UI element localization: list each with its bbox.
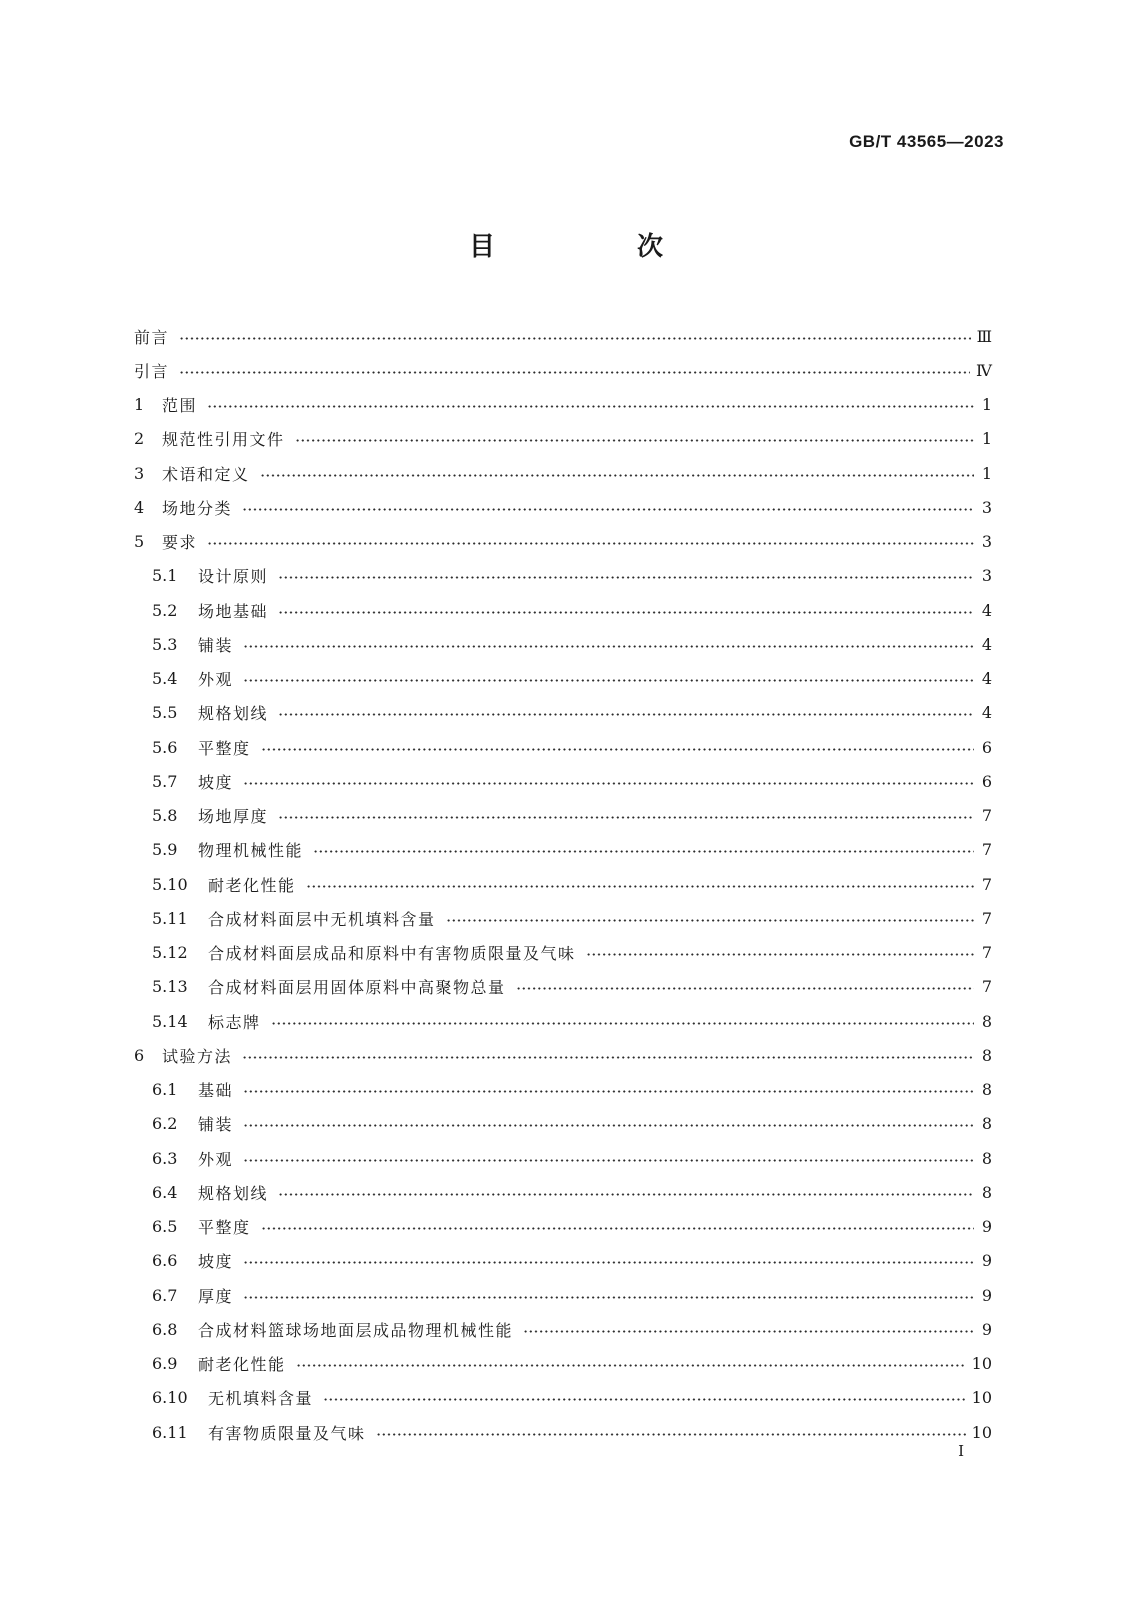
- toc-entry-number: 6.3: [152, 1148, 178, 1168]
- toc-dot-leader: [260, 474, 974, 477]
- toc-dot-leader: [179, 337, 971, 340]
- toc-entry-number: 5.5: [152, 703, 178, 723]
- toc-entry-number: 5.8: [152, 806, 178, 826]
- toc-entry-page: 7: [981, 840, 992, 860]
- toc-dot-leader: [271, 1022, 974, 1025]
- toc-entry-number: 3: [134, 463, 145, 483]
- toc-entry-title: 耐老化性能: [198, 1355, 286, 1375]
- toc-entry-title: 场地基础: [198, 601, 269, 621]
- toc-entry-title: 场地分类: [162, 498, 233, 518]
- toc-entry-title: 外观: [198, 1149, 234, 1169]
- toc-entry-title: 有害物质限量及气味: [208, 1423, 366, 1443]
- toc-entry[interactable]: [134, 833, 992, 867]
- toc-entry-title: 范围: [162, 396, 198, 416]
- toc-entry-number: 1: [134, 395, 145, 415]
- toc-dot-leader: [243, 1261, 974, 1264]
- toc-entry-number: 5.1: [152, 566, 178, 586]
- toc-entry-title: 要求: [162, 533, 198, 553]
- toc-entry-page: 10: [971, 1388, 992, 1408]
- toc-entry-page: 9: [981, 1251, 992, 1271]
- toc-entry[interactable]: [134, 1004, 992, 1038]
- toc-entry-number: 5.11: [152, 908, 188, 928]
- toc-entry-title: 试验方法: [162, 1046, 233, 1066]
- toc-dot-leader: [278, 1193, 974, 1196]
- toc-entry-number: 5.4: [152, 669, 178, 689]
- toc-entry-number: 5.7: [152, 771, 178, 791]
- toc-dot-leader: [243, 1090, 974, 1093]
- toc-entry-number: 6.1: [152, 1080, 178, 1100]
- toc-dot-leader: [243, 645, 974, 648]
- toc-entry-page: 7: [981, 908, 992, 928]
- toc-dot-leader: [179, 371, 970, 374]
- toc-entry-page: 4: [981, 703, 992, 723]
- toc-dot-leader: [313, 850, 974, 853]
- toc-dot-leader: [243, 1296, 974, 1299]
- standard-code: GB/T 43565—2023: [849, 132, 1004, 151]
- toc-entry-title: 平整度: [198, 1218, 251, 1238]
- toc-entry-title: 规格划线: [198, 1183, 269, 1203]
- toc-entry[interactable]: [134, 970, 992, 1004]
- page-title: 目 次: [468, 232, 721, 262]
- toc-entry-number: 5.3: [152, 634, 178, 654]
- toc-entry-page: 6: [981, 737, 992, 757]
- toc-dot-leader: [523, 1330, 974, 1333]
- toc-entry-number: 6.8: [152, 1319, 178, 1339]
- toc-dot-leader: [261, 748, 974, 751]
- toc-entry-title: 铺装: [198, 635, 234, 655]
- toc-entry[interactable]: [134, 1073, 992, 1107]
- toc-entry-number: 5.12: [152, 943, 188, 963]
- toc-dot-leader: [376, 1433, 966, 1436]
- toc-entry-page: 4: [981, 600, 992, 620]
- toc-entry-title: 坡度: [198, 1252, 234, 1272]
- toc-entry-page: 6: [981, 771, 992, 791]
- toc-entry[interactable]: [134, 1107, 992, 1141]
- toc-entry-page: 8: [981, 1114, 992, 1134]
- toc-entry-number: 6.7: [152, 1285, 178, 1305]
- toc-entry[interactable]: [134, 1175, 992, 1209]
- toc-dot-leader: [207, 542, 974, 545]
- toc-entry-page: 3: [981, 532, 992, 552]
- toc-entry-page: Ⅳ: [976, 360, 992, 380]
- toc-entry-title: 平整度: [198, 738, 251, 758]
- toc-entry-page: 8: [981, 1045, 992, 1065]
- toc-entry[interactable]: [134, 901, 992, 935]
- toc-entry[interactable]: [134, 1141, 992, 1175]
- toc-dot-leader: [207, 405, 974, 408]
- toc-entry-title: 耐老化性能: [208, 875, 296, 895]
- toc-dot-leader: [278, 611, 974, 614]
- toc-entry[interactable]: [134, 388, 992, 422]
- toc-entry-number: 6.2: [152, 1114, 178, 1134]
- toc-entry-page: 7: [981, 943, 992, 963]
- toc-entry-number: 5.6: [152, 737, 178, 757]
- toc-entry-page: 9: [981, 1217, 992, 1237]
- toc-dot-leader: [278, 576, 974, 579]
- toc-entry-number: 6.10: [152, 1388, 188, 1408]
- toc-entry-number: 6.4: [152, 1182, 178, 1202]
- toc-entry-title: 标志牌: [208, 1012, 261, 1032]
- toc-entry-page: 1: [981, 429, 992, 449]
- toc-entry-title: 厚度: [198, 1286, 234, 1306]
- toc-entry[interactable]: [134, 1415, 992, 1449]
- toc-entry-number: 4: [134, 497, 145, 517]
- toc-entry-page: 8: [981, 1011, 992, 1031]
- toc-dot-leader: [243, 1124, 974, 1127]
- toc-dot-leader: [295, 439, 974, 442]
- toc-entry[interactable]: [134, 559, 992, 593]
- toc-entry-title: 外观: [198, 670, 234, 690]
- toc-entry[interactable]: [134, 456, 992, 490]
- toc-dot-leader: [296, 1364, 966, 1367]
- toc-entry-page: 10: [971, 1422, 992, 1442]
- toc-entry-title: 基础: [198, 1081, 234, 1101]
- toc-entry[interactable]: [134, 593, 992, 627]
- toc-entry-title: 规范性引用文件: [162, 430, 285, 450]
- toc-entry-title: 合成材料篮球场地面层成品物理机械性能: [198, 1320, 514, 1340]
- toc-entry[interactable]: [134, 799, 992, 833]
- toc-dot-leader: [243, 1159, 974, 1162]
- toc-entry-number: 5.14: [152, 1011, 188, 1031]
- toc-entry[interactable]: [134, 1038, 992, 1072]
- toc-entry[interactable]: [134, 422, 992, 456]
- page-number: I: [958, 1442, 964, 1460]
- toc-entry[interactable]: [134, 319, 992, 353]
- toc-entry-title: 合成材料面层用固体原料中高聚物总量: [208, 978, 506, 998]
- toc-entry-number: 5.9: [152, 840, 178, 860]
- toc-entry-title: 术语和定义: [162, 464, 250, 484]
- toc-entry-page: 3: [981, 497, 992, 517]
- toc-entry-title: 无机填料含量: [208, 1389, 314, 1409]
- toc-entry[interactable]: [134, 525, 992, 559]
- toc-entry-title: 前言: [134, 327, 170, 347]
- toc-entry-page: 9: [981, 1319, 992, 1339]
- toc-entry-page: 3: [981, 566, 992, 586]
- toc-entry-page: 8: [981, 1080, 992, 1100]
- toc-entry[interactable]: [134, 1210, 992, 1244]
- toc-entry[interactable]: [134, 696, 992, 730]
- toc-entry-page: 4: [981, 634, 992, 654]
- toc-entry-title: 设计原则: [198, 567, 269, 587]
- toc-dot-leader: [306, 885, 974, 888]
- toc-entry-page: 10: [971, 1354, 992, 1374]
- toc-entry-number: 6.5: [152, 1217, 178, 1237]
- toc-entry-title: 引言: [134, 361, 170, 381]
- toc-entry-number: 5.10: [152, 874, 188, 894]
- toc-entry-number: 6.6: [152, 1251, 178, 1271]
- toc-entry-page: 8: [981, 1182, 992, 1202]
- toc-entry[interactable]: [134, 1381, 992, 1415]
- toc-entry[interactable]: [134, 1244, 992, 1278]
- toc-dot-leader: [261, 1227, 974, 1230]
- toc-dot-leader: [278, 713, 974, 716]
- toc-entry-title: 坡度: [198, 772, 234, 792]
- table-of-contents: [134, 319, 992, 1449]
- toc-entry-title: 合成材料面层成品和原料中有害物质限量及气味: [208, 944, 576, 964]
- toc-dot-leader: [446, 919, 974, 922]
- toc-entry-page: 1: [981, 395, 992, 415]
- toc-dot-leader: [242, 508, 974, 511]
- toc-entry-number: 6: [134, 1045, 145, 1065]
- toc-entry-page: 7: [981, 874, 992, 894]
- toc-entry-page: 9: [981, 1285, 992, 1305]
- toc-entry-number: 5: [134, 532, 145, 552]
- toc-entry-title: 铺装: [198, 1115, 234, 1135]
- toc-entry-number: 5.13: [152, 977, 188, 997]
- toc-entry[interactable]: [134, 662, 992, 696]
- toc-entry-page: Ⅲ: [976, 326, 992, 346]
- toc-entry-number: 2: [134, 429, 145, 449]
- toc-entry[interactable]: [134, 730, 992, 764]
- toc-dot-leader: [278, 816, 974, 819]
- toc-entry[interactable]: [134, 1312, 992, 1346]
- toc-dot-leader: [243, 679, 974, 682]
- toc-entry-number: 5.2: [152, 600, 178, 620]
- toc-dot-leader: [516, 987, 974, 990]
- toc-dot-leader: [323, 1398, 966, 1401]
- toc-entry-title: 规格划线: [198, 704, 269, 724]
- toc-entry[interactable]: [134, 936, 992, 970]
- toc-entry[interactable]: [134, 1278, 992, 1312]
- toc-entry-title: 场地厚度: [198, 807, 269, 827]
- toc-entry-page: 1: [981, 463, 992, 483]
- toc-entry-title: 物理机械性能: [198, 841, 304, 861]
- toc-entry-page: 7: [981, 977, 992, 997]
- toc-dot-leader: [586, 953, 974, 956]
- toc-entry[interactable]: [134, 490, 992, 524]
- toc-entry[interactable]: [134, 1347, 992, 1381]
- toc-entry-number: 6.11: [152, 1422, 188, 1442]
- toc-entry-page: 8: [981, 1148, 992, 1168]
- toc-entry[interactable]: [134, 627, 992, 661]
- toc-entry-number: 6.9: [152, 1354, 178, 1374]
- toc-entry-page: 7: [981, 806, 992, 826]
- toc-entry-page: 4: [981, 669, 992, 689]
- toc-entry[interactable]: [134, 867, 992, 901]
- toc-entry-title: 合成材料面层中无机填料含量: [208, 909, 436, 929]
- toc-entry[interactable]: [134, 764, 992, 798]
- toc-dot-leader: [243, 782, 974, 785]
- toc-dot-leader: [242, 1056, 974, 1059]
- toc-entry[interactable]: [134, 353, 992, 387]
